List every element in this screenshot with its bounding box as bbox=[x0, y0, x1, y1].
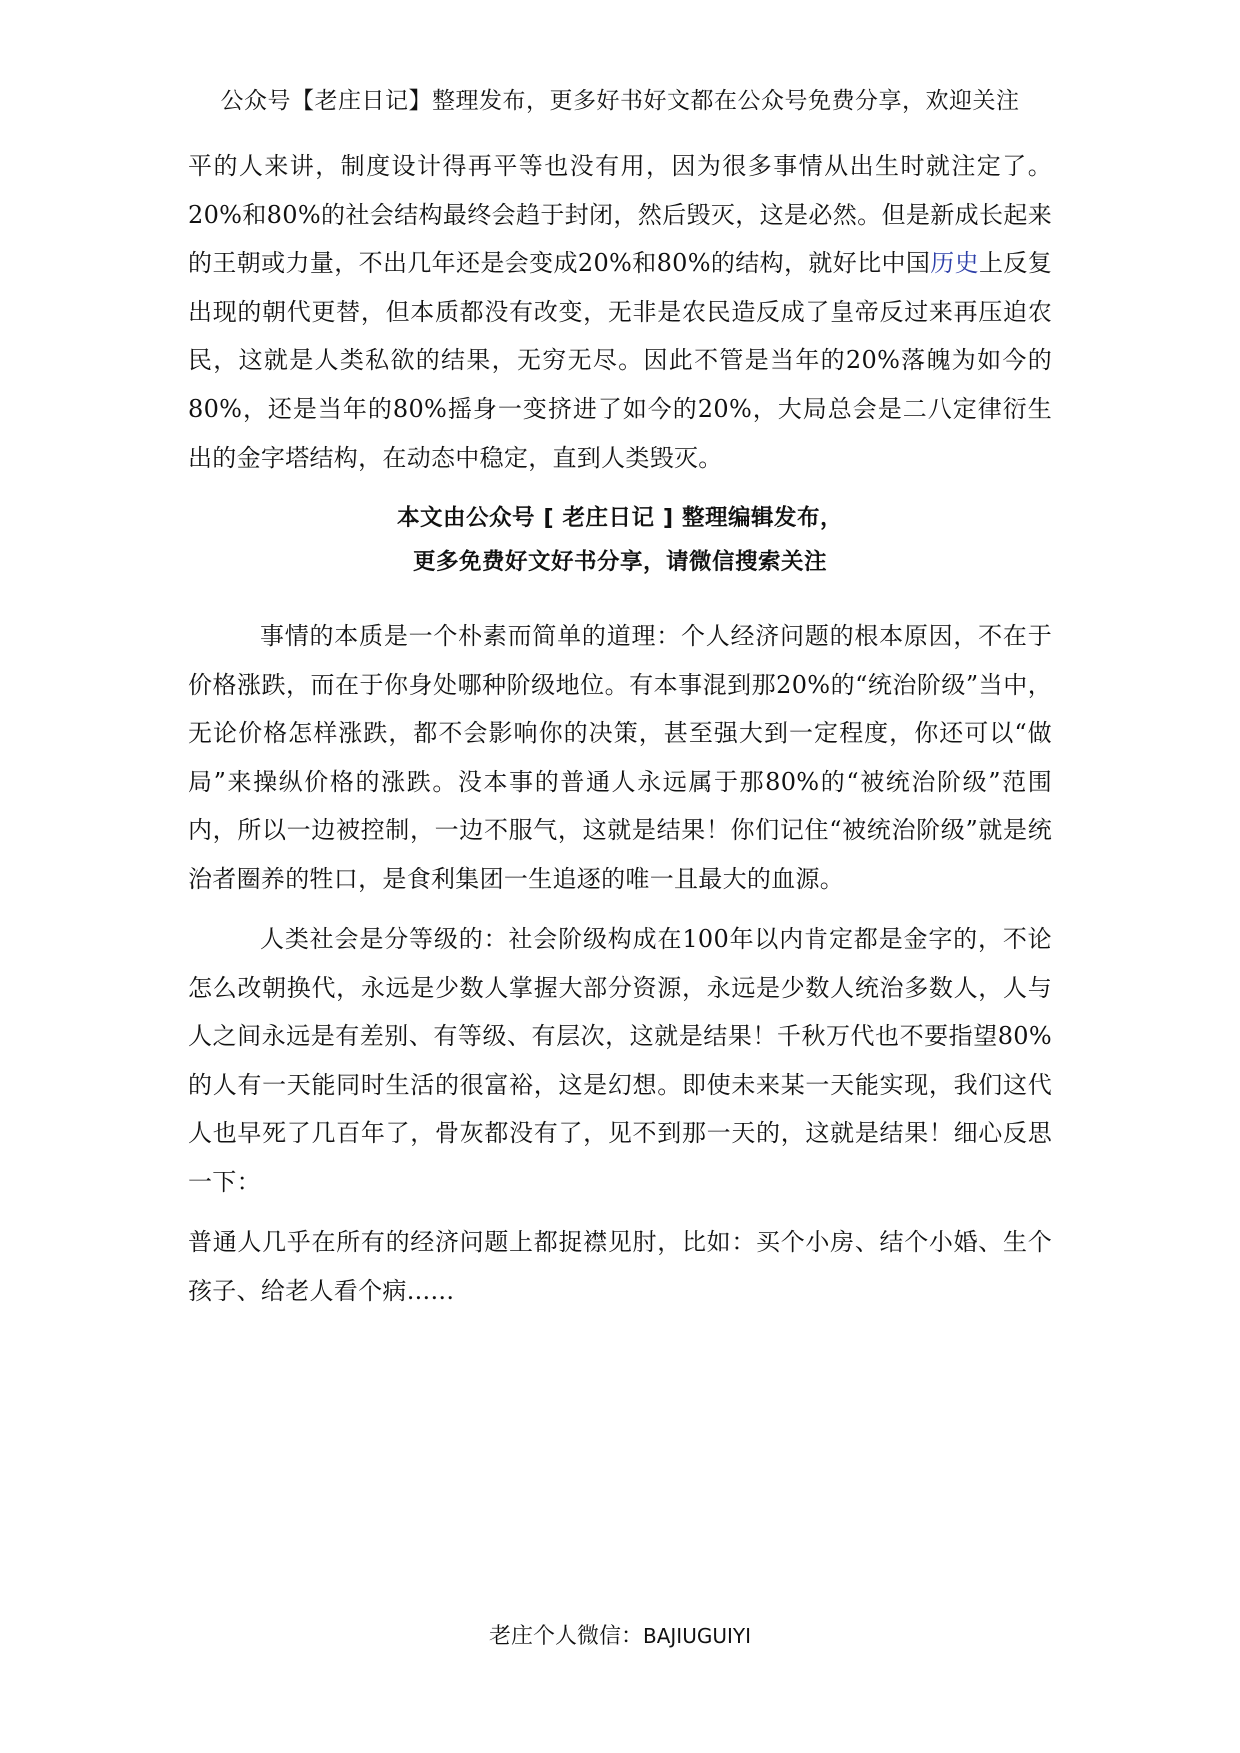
page-header bbox=[0, 84, 1240, 118]
paragraph-1-text-b: 上反复出现的朝代更替，但本质都没有改变，无非是农民造反成了皇帝反过来再压迫农民，这就是人类私欲的结果，无穷无尽。因此不管是当年的20%落魄为如今的80%，还是当年的80%摇身一变挤进了如今的20%，大局总会是二八定律衍生出的金字塔结构，在动态中稳定，直到人类毁灭。 bbox=[188, 249, 1052, 472]
paragraph-2: 事情的本质是一个朴素而简单的道理：个人经济问题的根本原因，不在于价格涨跌，而在于你身处哪种阶级地位。有本事混到那20%的“统治阶级”当中，无论价格怎样涨跌，都不会影响你的决策，甚至强大到一定程度，你还可以“做局”来操纵价格的涨跌。没本事的普通人永远属于那80%的“被统治阶级”范围内，所以一边被控制，一边不服气，这就是结果！你们记住“被统治阶级”就是统治者圈养的牲口，是食利集团一生追逐的唯一且最大的血源。 bbox=[188, 622, 1052, 893]
promo-notice-line-2: 更多免费好文好书分享，请微信搜索关注 bbox=[412, 549, 827, 575]
promo-notice-line-1: 本文由公众号 [ 老庄日记 ] 整理编辑发布， bbox=[397, 505, 843, 531]
paragraph-3: 人类社会是分等级的：社会阶级构成在100年以内肯定都是金字的，不论怎么改朝换代，永远是少数人掌握大部分资源，永远是少数人统治多数人，人与人之间永远是有差别、有等级、有层次，这就是结果！千秋万代也不要指望80%的人有一天能同时生活的很富裕，这是幻想。即使未来某一天能实现，我们这代人也早死了几百年了，骨灰都没有了，见不到那一天的，这就是结果！细心反思一下： bbox=[188, 925, 1052, 1196]
promo-notice bbox=[0, 496, 1240, 584]
page-footer bbox=[0, 1620, 1240, 1653]
paragraph-1-text-a: 平的人来讲，制度设计得再平等也没有用，因为很多事情从出生时就注定了。20%和80%的社会结构最终会趋于封闭，然后毁灭，这是必然。但是新成长起来的王朝或力量，不出几年还是会变成20%和80%的结构，就好比中国 bbox=[188, 152, 1052, 278]
history-link[interactable]: 历史 bbox=[930, 249, 979, 278]
footer-label: 老庄个人微信： bbox=[488, 1624, 643, 1649]
paragraph-4: 普通人几乎在所有的经济问题上都捉襟见肘，比如：买个小房、结个小婚、生个孩子、给老人看个病...... bbox=[188, 1228, 1052, 1305]
header-text: 公众号【老庄日记】整理发布，更多好书好文都在公众号免费分享，欢迎关注 bbox=[220, 88, 1020, 114]
paragraph-1 bbox=[188, 142, 1052, 482]
footer-wechat-id: BAJIUGUIYI bbox=[643, 1624, 751, 1648]
